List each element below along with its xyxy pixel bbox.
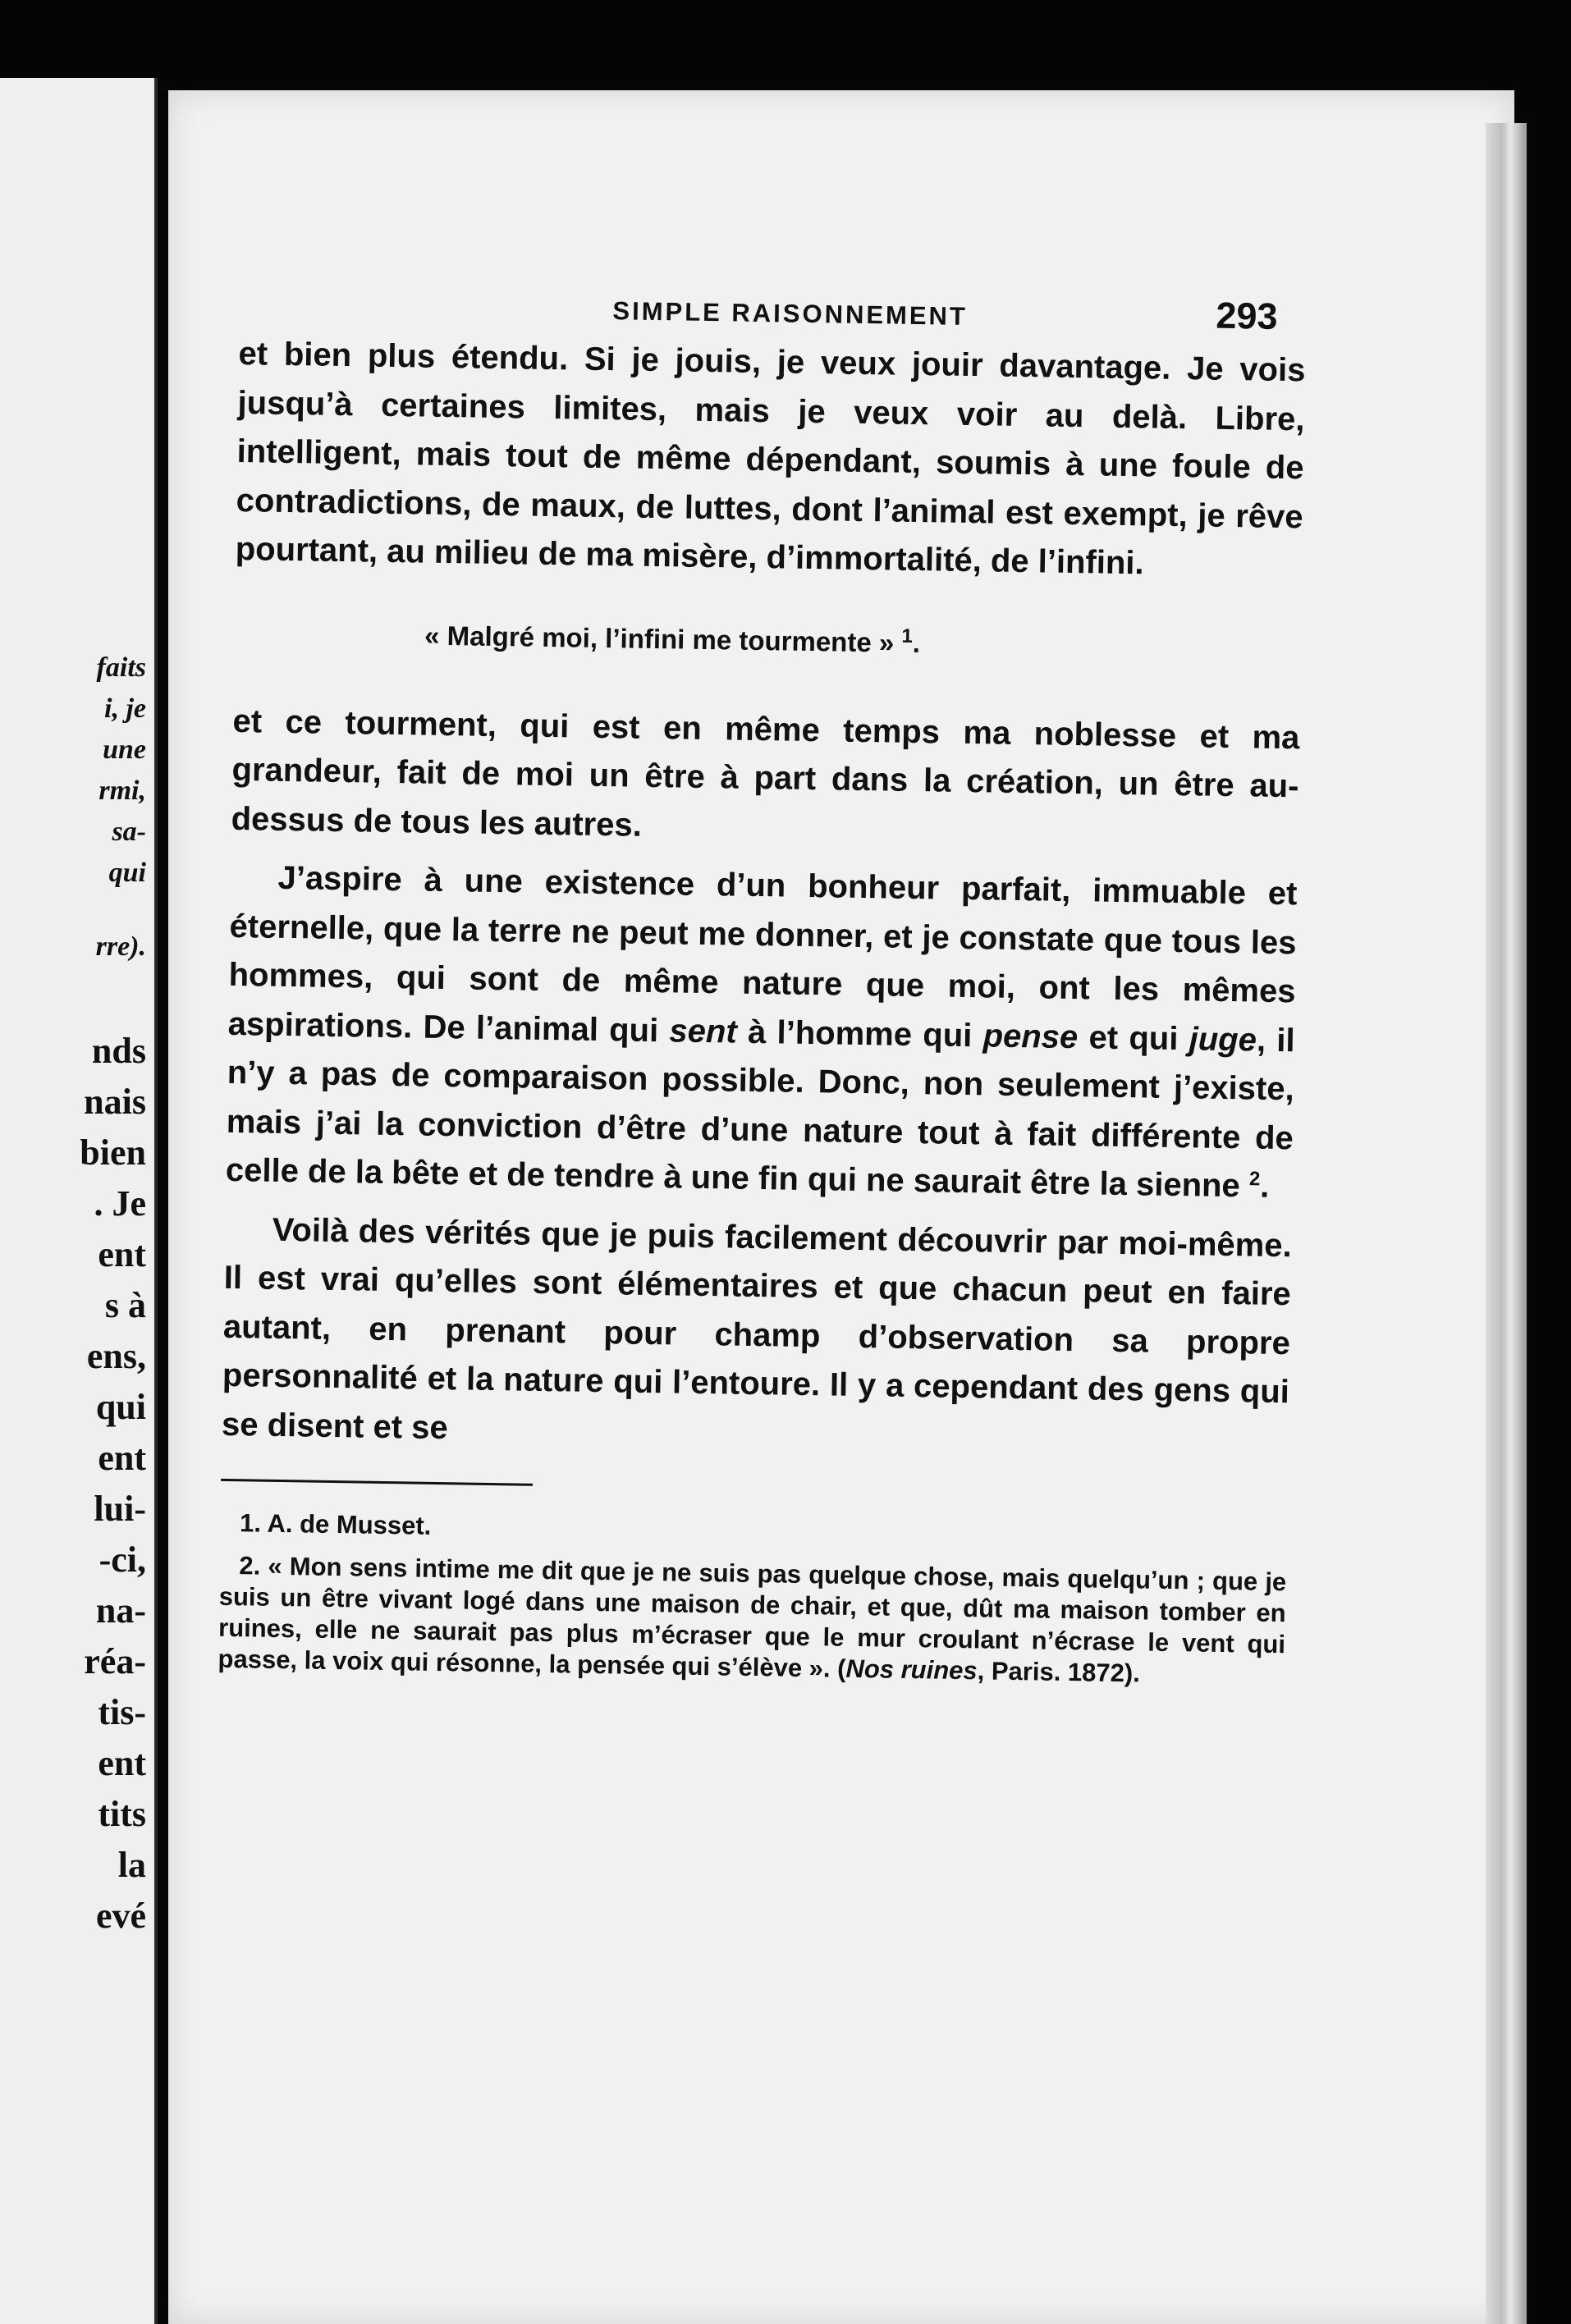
emphasis: pense xyxy=(982,1017,1079,1055)
footnote-ref: 1 xyxy=(901,624,914,647)
footnote-text: « Mon sens intime me dit que je ne suis pas quelque chose, mais quelqu’un ; que je suis un être vivant logé dans une maison de chair, et que, dût ma maison tomber en ruines, elle ne saurait pas plus m’écraser que le mur croulant n’écrase le vent qui passe, la voix qui résonne, la pensée qui s’élève ». ( xyxy=(218,1551,1287,1683)
paragraph: et bien plus étendu. Si je jouis, je veux jouir davantage. Je vois jusqu’à certaines limites, mais je veux voir au delà. Libre, intelligent, mais tout de même dépendant, soumis à une foule de contradictions, de maux, de luttes, dont l’animal est exempt, je rêve pourtant, au milieu de ma misère, d’immortalité, de l’infini. xyxy=(235,335,1306,582)
footnote-text: A. de Musset. xyxy=(267,1508,432,1540)
left-page-fragment: sa- xyxy=(112,817,146,847)
left-page-fragment: . Je xyxy=(94,1183,146,1224)
left-page-fragment: rmi, xyxy=(98,775,146,806)
footnote xyxy=(220,1507,1287,1555)
paragraph-text: et qui xyxy=(1077,1018,1190,1057)
left-page-fragment: ent xyxy=(98,1743,146,1783)
paragraph xyxy=(225,853,1297,1212)
left-page-fragment: réa- xyxy=(84,1641,146,1681)
left-page-fragment: ens, xyxy=(86,1336,146,1376)
quote-end: . xyxy=(912,627,921,658)
paragraph-text: . xyxy=(1259,1168,1270,1205)
paragraph-text: à l’homme qui xyxy=(736,1013,984,1054)
block-quote xyxy=(424,620,1301,665)
left-page-fragment: -ci, xyxy=(98,1539,146,1580)
footnote-source: Nos ruines xyxy=(845,1654,978,1686)
left-page-fragment: une xyxy=(103,734,146,765)
left-page-fragment: tis- xyxy=(98,1692,146,1732)
footnote-number: 1. xyxy=(239,1508,262,1538)
left-page-fragment: faits xyxy=(96,652,146,683)
left-page-fragment: nais xyxy=(84,1082,146,1122)
left-page-fragment: evé xyxy=(95,1896,146,1936)
left-page-fragment: bien xyxy=(80,1132,146,1173)
left-page-fragment: qui xyxy=(95,1387,146,1427)
emphasis: juge xyxy=(1189,1020,1257,1059)
footnote xyxy=(218,1550,1286,1691)
left-page-fragment: na- xyxy=(95,1590,146,1631)
paragraph: Voilà des vérités que je puis facilement découvrir par moi-même. Il est vrai qu’elles sont élémentaires et que chacun peut en faire autant, en prenant pour champ d’observation sa propre personnalité et la nature qui l’entoure. Il y a cependant des gens qui se disent et se xyxy=(221,1211,1293,1446)
page-stack-edge xyxy=(1486,123,1527,2324)
emphasis: sent xyxy=(669,1012,738,1050)
quote-text: « Malgré moi, l’infini me tourmente » xyxy=(424,620,895,658)
page-text-block xyxy=(218,279,1307,1703)
left-page-fragment: lui- xyxy=(94,1489,146,1529)
left-page-fragment: ent xyxy=(98,1234,146,1274)
footnote-divider xyxy=(221,1479,533,1486)
left-page-fragment: tits xyxy=(98,1794,146,1834)
footnote-text: , Paris. 1872). xyxy=(977,1656,1141,1688)
left-page-fragment: la xyxy=(117,1845,146,1885)
paragraph: et ce tourment, qui est en même temps ma noblesse et ma grandeur, fait de moi un être à part dans la création, un être au-dessus de tous les autres. xyxy=(231,702,1300,844)
previous-page-edge xyxy=(0,78,158,2324)
left-page-fragment: s à xyxy=(104,1285,146,1325)
left-page-fragment: rre). xyxy=(95,931,146,962)
left-page-fragment: qui xyxy=(108,858,146,888)
footnote-ref: 2 xyxy=(1248,1168,1261,1191)
footnote-number: 2. xyxy=(239,1551,261,1581)
left-page-fragment: ent xyxy=(98,1438,146,1478)
left-page-fragment: nds xyxy=(91,1031,146,1071)
page-number: 293 xyxy=(1216,294,1278,337)
left-page-fragment: i, je xyxy=(104,693,146,724)
running-title: SIMPLE RAISONNEMENT xyxy=(612,296,969,331)
paragraph-text: J’aspire à une existence d’un bonheur parfait, immuable et éternelle, que la terre ne peut me donner, et je constate que tous les hommes, qui sont de même nature que moi, ont les mêmes aspirations. De l’animal qui xyxy=(227,859,1298,1049)
paragraph-text: , il n’y a pas de comparaison possible. Donc, non seulement j’existe, mais j’ai la conviction d’être d’une nature tout à fait différente de celle de la bête et de tendre à une fin qui ne saurait être la sienne xyxy=(225,1022,1295,1205)
